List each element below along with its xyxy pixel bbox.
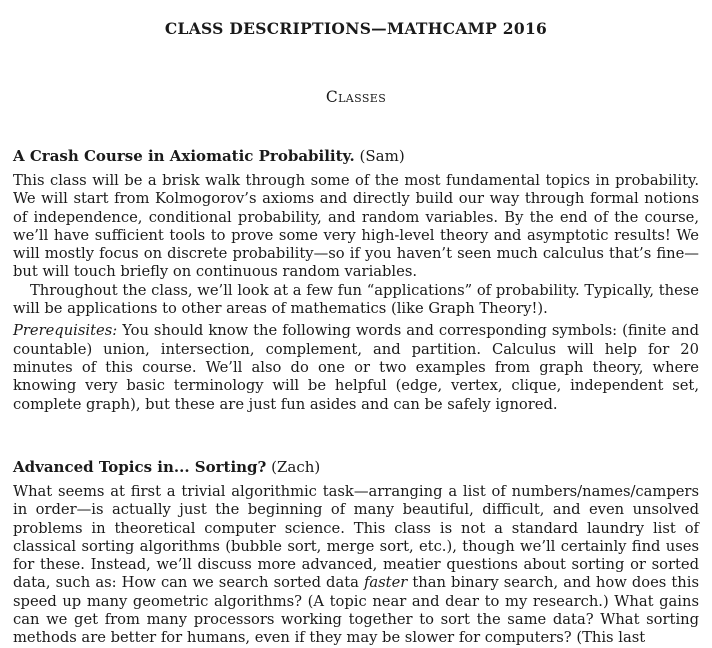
class-entry-sorting (13, 457, 699, 648)
class-instructor: (Zach) (271, 458, 321, 476)
description-text-part-1: What seems at first a trivial algorithmic task—arranging a list of numbers/names/campers in order—is actually just the beginning of many beautiful, difficult, and even unsolved problems in theoretical computer science. This class is not a standard laundry list of classical sorting algorithms (bubble sort, merge sort, etc.), though we’ll certainly find uses for these. Instead, we’ll discuss more advanced, meatier questions about sorting or sorted data, such as: How can we search sorted data (13, 483, 699, 592)
prerequisites-label: Prerequisites: (13, 322, 118, 340)
description-text-part-2: than binary search, and how does this speed up many geometric algorithms? (A topic near and dear to my research.) What gains can we get from many processors working together to sort the same data? What sorting methods are better for humans, even if they may be slower for computers? (This last (13, 574, 699, 647)
prerequisites-text: You should know the following words and corresponding symbols: (finite and countable) union, intersection, complement, and partition. Calculus will help for 20 minutes of this course. We’ll also do one or two examples from graph theory, where knowing very basic terminology will be helpful (edge, vertex, clique, independent set, complete graph), but these are just fun asides and can be safely ignored. (13, 322, 699, 413)
class-entry-probability (13, 146, 699, 414)
class-heading (13, 146, 699, 166)
class-description (13, 483, 699, 648)
class-title: A Crash Course in Axiomatic Probability. (13, 147, 355, 165)
class-description-applications: Throughout the class, we’ll look at a few fun “applications” of probability. Typically, these will be applications to other areas of mathematics (like Graph Theory!). (13, 281, 699, 318)
section-heading: Classes (325, 88, 387, 106)
class-prerequisites (13, 322, 699, 413)
class-title: Advanced Topics in... Sorting? (13, 458, 267, 476)
class-description: This class will be a brisk walk through some of the most fundamental topics in probability. We will start from Kolmogorov’s axioms and directly build our way through formal notions of independence, conditional probability, and random variables. By the end of the course, we’ll have sufficient tools to prove some very high-level theory and asymptotic results! We will mostly focus on discrete probability—so if you haven’t seen much calculus that’s fine—but will touch briefly on continuous random variables. (13, 172, 699, 281)
class-instructor: (Sam) (359, 147, 405, 165)
document-title: CLASS DESCRIPTIONS—MATHCAMP 2016 (164, 19, 548, 38)
class-heading (13, 457, 699, 477)
description-emphasis: faster (363, 574, 408, 592)
